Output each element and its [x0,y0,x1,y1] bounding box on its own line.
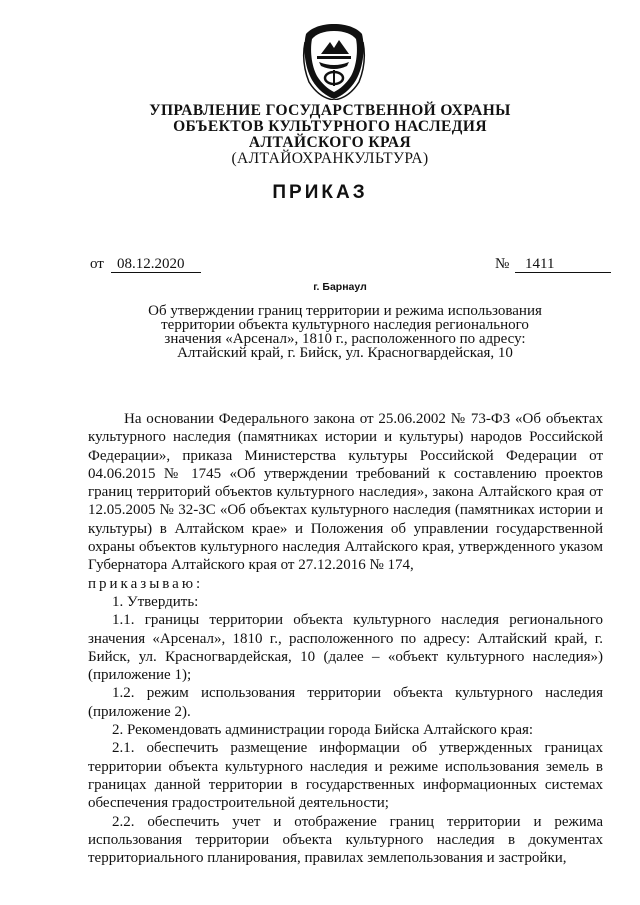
item-2: 2. Рекомендовать администрации города Бийска Алтайского края: [112,722,534,739]
city-label: г. Барнаул [313,281,367,293]
org-name-line2: ОБЪЕКТОВ КУЛЬТУРНОГО НАСЛЕДИЯ [173,118,487,135]
item-1-2: 1.2. режим использования территории объекта культурного наследия (приложение 2). [88,685,603,720]
document-title: ПРИКАЗ [272,182,368,203]
date-prefix: от [90,256,104,272]
item-1: 1. Утвердить: [112,593,199,610]
coat-of-arms-emblem [299,22,369,100]
subject-line: Алтайский край, г. Бийск, ул. Красногвардейская, 10 [177,345,513,361]
order-directive: приказываю: [88,575,204,592]
subject-line: Об утверждении границ территории и режима использования [148,303,542,319]
org-name-line3: АЛТАЙСКОГО КРАЯ [248,134,412,151]
org-name-line1: УПРАВЛЕНИЕ ГОСУДАРСТВЕННОЙ ОХРАНЫ [149,102,511,119]
preamble-paragraph: На основании Федерального закона от 25.06.2002 № 73-ФЗ «Об объектах культурного наследия (памятниках истории и культуры) народов Российской Федерации», приказа Министерства культуры Российской Федерации от 04.06.2015 № 1745 «Об утверждении требований к составлению проектов границ территорий объектов культурного наследия», закона Алтайского края от 12.05.2005 № 32-ЗС «Об объектах культурного наследия (памятниках истории и культуры) в Алтайском крае» и Положения об управлении государственной охраны объектов культурного наследия Алтайского края, утвержденного указом Губернатора Алтайского края от 27.12.2016 № 174, [88,411,603,574]
order-body [88,410,603,867]
org-abbreviation [80,150,580,167]
subject-line: территории объекта культурного наследия регионального [161,317,529,333]
item-2-2: 2.2. обеспечить учет и отображение границ территории и режима использования территории объекта культурного наследия в документах территориального планирования, правилах землепользования и застройки, [88,813,603,867]
order-subject [120,304,570,360]
order-number: 1411 [515,256,611,273]
subject-line: значения «Арсенал», 1810 г., расположенного по адресу: [164,331,526,347]
number-prefix: № [495,256,510,272]
item-1-1: 1.1. границы территории объекта культурного наследия регионального значения «Арсенал», 1810 г., расположенного по адресу: Алтайский край, г. Бийск, ул. Красногвардейская, 10 (далее – «объект культурного наследия») (приложение 1); [88,612,603,684]
order-date: 08.12.2020 [111,256,201,273]
item-2-1: 2.1. обеспечить размещение информации об утвержденных границах территории объекта культурного наследия и режиме использования земель в границах данной территории в государственных информационных системах обеспечения градостроительной деятельности; [88,740,603,812]
org-abbreviation-text: (АЛТАЙОХРАНКУЛЬТУРА) [231,150,429,167]
